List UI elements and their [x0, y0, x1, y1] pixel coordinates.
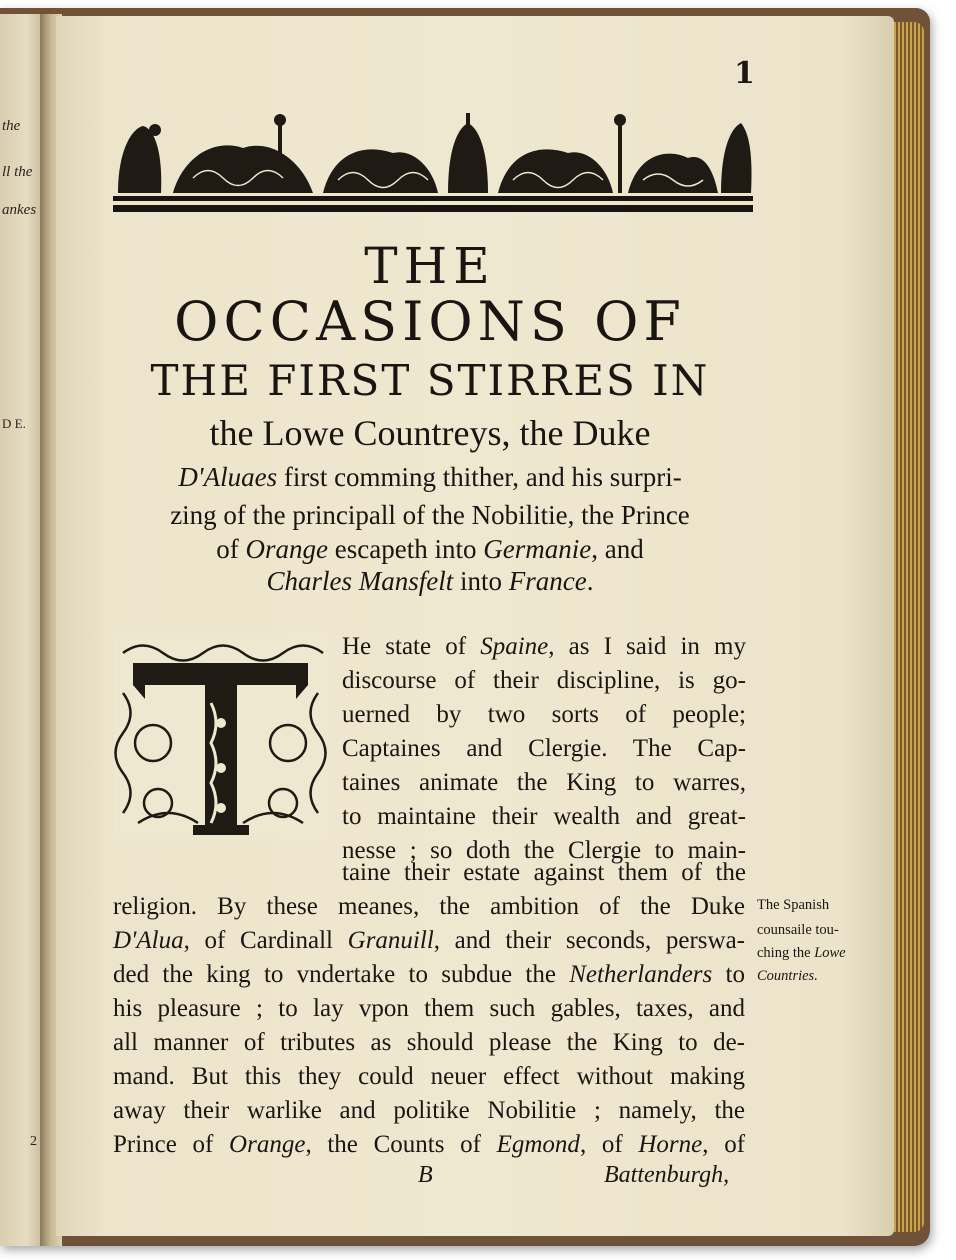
body-line — [113, 961, 745, 989]
body-line: religion. By these meanes, the ambition of the Duke — [113, 893, 745, 920]
person-egmond: Egmond — [496, 1131, 580, 1158]
title-text: into — [453, 566, 509, 596]
person-charles-mansfelt: Charles Mansfelt — [266, 566, 454, 596]
title-line-1: THE — [364, 237, 496, 295]
title-text: . — [586, 566, 594, 596]
margin-note-line: counsaile tou- — [757, 922, 839, 938]
place-spaine: Spaine — [480, 633, 549, 660]
margin-note-text: ching the — [757, 945, 815, 961]
body-line — [113, 1131, 745, 1159]
body-line: to maintaine their wealth and great- — [342, 803, 746, 830]
body-text: to — [712, 961, 745, 988]
person-granuill: Granuill — [347, 927, 434, 954]
title-line-3: THE FIRST STIRRES IN — [150, 356, 710, 405]
body-line: his pleasure ; to lay vpon them such gables, taxes, and — [113, 995, 745, 1022]
left-page-mark: 2 — [30, 1134, 37, 1149]
body-line — [342, 633, 746, 661]
body-line: uerned by two sorts of people; — [342, 701, 746, 728]
title-line-7 — [100, 534, 760, 565]
left-page-line: the — [2, 118, 21, 134]
margin-note-line: Countries. — [757, 968, 818, 984]
body-text: Prince of — [113, 1131, 230, 1158]
title-text: escapeth into — [328, 534, 484, 564]
body-text: , of — [579, 1131, 639, 1158]
left-page-line: ankes — [2, 202, 37, 218]
title-line-2: OCCASIONS OF — [174, 290, 686, 353]
title-line-8 — [100, 566, 760, 597]
place-germanie: Germanie — [483, 534, 592, 564]
body-text: , the Counts of — [305, 1131, 497, 1158]
title-line-4: the Lowe Countreys, the Duke — [209, 413, 651, 453]
title-line-6: zing of the principall of the Nobilitie, the Prince — [170, 500, 690, 530]
body-line: mand. But this they could neuer effect without making — [113, 1063, 745, 1090]
person-dalua: D'Alua — [113, 927, 184, 954]
body-line — [113, 927, 745, 955]
duke-name: D'Aluaes — [178, 462, 278, 492]
body-text: , of — [702, 1131, 746, 1158]
left-page-line: ll the — [2, 164, 33, 180]
title-text: , and — [591, 534, 644, 564]
body-text: , as I said in my — [548, 633, 746, 660]
person-horne: Horne — [638, 1131, 703, 1158]
decorated-initial-t — [113, 633, 328, 839]
title-text: first comming thither, and his surpri- — [277, 462, 682, 492]
body-line: all manner of tributes as should please the King to de- — [113, 1029, 745, 1056]
left-page-line: D E. — [2, 416, 26, 431]
place-france: France — [508, 566, 587, 596]
title-text: of — [216, 534, 246, 564]
body-text: , of Cardinall — [183, 927, 348, 954]
body-line: taines animate the King to warres, — [342, 769, 746, 796]
body-text: ded the king to vndertake to subdue the — [113, 961, 570, 988]
place-orange: Orange — [229, 1131, 306, 1158]
margin-note-text: Lowe — [814, 945, 846, 961]
place-netherlanders: Netherlanders — [569, 961, 713, 988]
signature-mark: B — [418, 1162, 433, 1188]
body-line: discourse of their discipline, is go- — [342, 667, 746, 694]
gilt-page-edge — [894, 22, 924, 1232]
body-line: Captaines and Clergie. The Cap- — [342, 735, 746, 762]
body-line: taine their estate against them of the — [342, 859, 746, 886]
margin-note-line — [757, 945, 877, 962]
title-line-5 — [100, 462, 760, 493]
body-line: away their warlike and politike Nobilitie ; namely, the — [113, 1097, 745, 1124]
body-text: , and their seconds, perswa- — [433, 927, 745, 954]
margin-note-line: The Spanish — [757, 897, 830, 913]
body-line: nesse ; so doth the Clergie to main- — [342, 837, 746, 864]
place-orange: Orange — [245, 534, 329, 564]
ornamental-headpiece — [113, 108, 753, 216]
page-number: 1 — [734, 56, 755, 91]
catchword: Battenburgh, — [604, 1162, 730, 1188]
body-text: He state of — [342, 633, 481, 660]
